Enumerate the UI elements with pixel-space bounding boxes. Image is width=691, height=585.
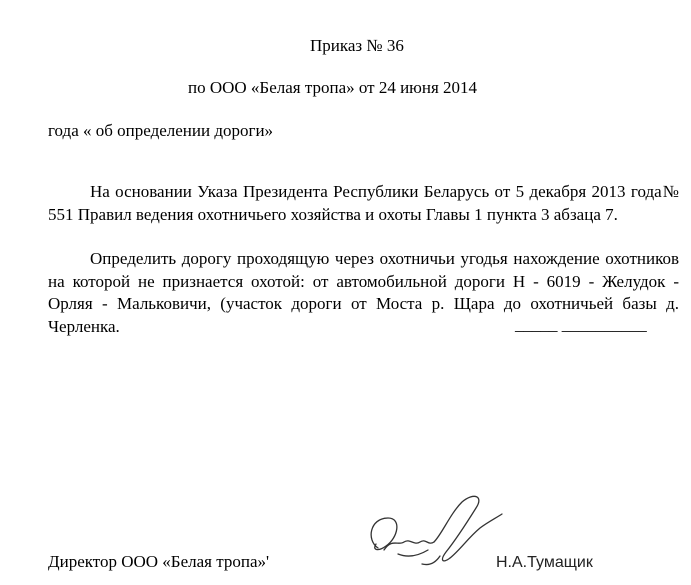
document-title: Приказ № 36 xyxy=(310,36,404,55)
document-subtitle: по ООО «Белая тропа» от 24 июня 2014 xyxy=(188,78,478,97)
signer-name: Н.А.Тумащик xyxy=(496,554,593,571)
document-subtitle-continuation: года « об определении дороги» xyxy=(48,121,274,140)
paragraph-basis: На основании Указа Президента Республики Беларусь от 5 декабря 2013 года№ 551 Правил ведения охотничьего хозяйства и охоты Главы 1 пункта 3 абзаца 7. xyxy=(48,182,679,224)
paragraph-order: Определить дорогу проходящую через охотничьи угодья нахождение охотников на которой не признается охотой: от автомобильной дороги Н - 6019 - Желудок - Орляя - Мальковичи, (участок дороги от Моста р. Щара до охотничьей базы д. Черленка. xyxy=(48,249,679,336)
signatory-title: Директор ООО «Белая тропа»' xyxy=(48,552,270,571)
handwritten-signature xyxy=(358,488,508,578)
blank-lines: _____ __________ xyxy=(515,315,647,334)
